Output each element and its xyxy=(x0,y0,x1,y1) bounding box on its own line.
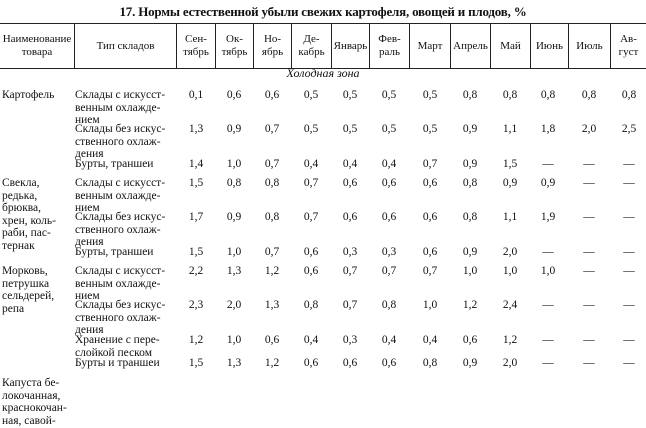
header-month: Май xyxy=(490,24,530,68)
loss-value: 0,6 xyxy=(422,246,438,258)
loss-value: 0,5 xyxy=(422,89,438,101)
loss-value: 0,9 xyxy=(502,177,518,189)
loss-value: 1,5 xyxy=(188,177,204,189)
loss-value: 0,4 xyxy=(381,158,397,170)
header-month: Но- ябрь xyxy=(253,24,291,68)
storage-type: Склады без искус- ственного охлаж- дения xyxy=(75,211,166,248)
loss-value: 1,0 xyxy=(422,299,438,311)
loss-value: — xyxy=(583,357,595,369)
loss-value: 0,8 xyxy=(462,89,478,101)
loss-value: 1,3 xyxy=(264,299,280,311)
loss-value: 0,6 xyxy=(462,334,478,346)
header-month: Ок- тябрь xyxy=(215,24,253,68)
loss-value: 2,0 xyxy=(581,123,597,135)
loss-value: 0,7 xyxy=(422,158,438,170)
loss-value: 0,6 xyxy=(342,177,358,189)
loss-value: 2,0 xyxy=(502,357,518,369)
loss-value: 0,9 xyxy=(540,177,556,189)
loss-value: 0,9 xyxy=(226,123,242,135)
loss-value: 0,9 xyxy=(462,357,478,369)
loss-value: 1,1 xyxy=(502,211,518,223)
loss-value: 1,0 xyxy=(540,265,556,277)
loss-value: 0,3 xyxy=(342,334,358,346)
loss-value: 0,6 xyxy=(303,265,319,277)
loss-value: — xyxy=(623,334,635,346)
product-name: Морковь, петрушка сельдерей, репа xyxy=(2,265,55,315)
storage-type: Хранение с пере- слойкой песком xyxy=(75,334,160,359)
loss-value: 0,3 xyxy=(381,246,397,258)
loss-value: 0,8 xyxy=(540,89,556,101)
loss-value: 0,6 xyxy=(381,357,397,369)
loss-value: 0,6 xyxy=(381,177,397,189)
loss-value: 1,0 xyxy=(226,246,242,258)
table-title: 17. Нормы естественной убыли свежих картофеля, овощей и плодов, % xyxy=(119,4,527,19)
header-month: Сен- тябрь xyxy=(176,24,215,68)
loss-value: — xyxy=(623,265,635,277)
loss-value: — xyxy=(623,158,635,170)
loss-value: 1,2 xyxy=(502,334,518,346)
loss-value: — xyxy=(583,334,595,346)
loss-value: 1,8 xyxy=(540,123,556,135)
loss-value: 1,4 xyxy=(188,158,204,170)
zone-label: Холодная зона xyxy=(286,66,360,80)
loss-value: 0,8 xyxy=(264,177,280,189)
storage-type: Бурты, траншеи xyxy=(75,158,154,170)
loss-value: 0,9 xyxy=(462,123,478,135)
storage-type: Склады с искусст- венным охлажде- нием xyxy=(75,177,166,214)
storage-type: Склады с искусст- венным охлажде- нием xyxy=(75,265,166,302)
loss-value: 0,6 xyxy=(342,211,358,223)
loss-value: — xyxy=(583,158,595,170)
loss-value: 2,2 xyxy=(188,265,204,277)
storage-type: Бурты и траншеи xyxy=(75,357,160,369)
loss-value: 0,8 xyxy=(226,177,242,189)
loss-value: 0,6 xyxy=(422,211,438,223)
loss-value: 0,7 xyxy=(264,158,280,170)
loss-value: 1,3 xyxy=(188,123,204,135)
loss-value: 1,9 xyxy=(540,211,556,223)
loss-value: 0,8 xyxy=(621,89,637,101)
loss-value: 1,2 xyxy=(264,357,280,369)
loss-value: 0,6 xyxy=(381,211,397,223)
loss-value: — xyxy=(583,211,595,223)
loss-value: 1,2 xyxy=(462,299,478,311)
storage-type: Склады без искус- ственного охлаж- дения xyxy=(75,123,166,160)
loss-value: 0,3 xyxy=(342,246,358,258)
loss-value: 0,8 xyxy=(462,211,478,223)
loss-value: 0,7 xyxy=(342,265,358,277)
loss-value: 0,7 xyxy=(342,299,358,311)
storage-type: Бурты, траншеи xyxy=(75,246,154,258)
loss-value: 0,5 xyxy=(381,89,397,101)
loss-value: 1,3 xyxy=(226,357,242,369)
loss-value: 0,8 xyxy=(581,89,597,101)
product-name: Капуста бе- локочанная, краснокочан- ная, савой- xyxy=(2,377,67,427)
loss-value: 0,8 xyxy=(422,357,438,369)
header-product: Наименование товара xyxy=(2,33,72,58)
loss-value: 0,7 xyxy=(264,246,280,258)
loss-value: 1,7 xyxy=(188,211,204,223)
loss-value: — xyxy=(583,299,595,311)
loss-value: 0,8 xyxy=(462,177,478,189)
loss-value: 0,5 xyxy=(381,123,397,135)
header-month: Фев- раль xyxy=(369,24,409,68)
loss-value: 1,0 xyxy=(502,265,518,277)
header-month: Апрель xyxy=(450,24,490,68)
header-month: Март xyxy=(409,24,450,68)
loss-value: 0,5 xyxy=(303,123,319,135)
header-month: Де- кабрь xyxy=(291,24,331,68)
loss-value: 0,5 xyxy=(422,123,438,135)
loss-value: 0,9 xyxy=(226,211,242,223)
loss-value: 0,5 xyxy=(342,123,358,135)
loss-value: 0,7 xyxy=(264,123,280,135)
header-month: Июль xyxy=(568,24,610,68)
loss-value: 0,4 xyxy=(303,334,319,346)
loss-value: 0,7 xyxy=(303,177,319,189)
loss-value: 0,9 xyxy=(462,246,478,258)
loss-value: — xyxy=(623,211,635,223)
loss-value: 0,6 xyxy=(303,246,319,258)
loss-value: 1,2 xyxy=(188,334,204,346)
loss-value: 0,5 xyxy=(303,89,319,101)
loss-value: — xyxy=(623,357,635,369)
product-name: Свекла, редька, брюква, хрен, коль- раби, пас- тернак xyxy=(2,177,56,252)
loss-value: 0,4 xyxy=(303,158,319,170)
loss-value: 0,8 xyxy=(303,299,319,311)
product-name: Картофель xyxy=(2,89,55,101)
header-month: Январь xyxy=(331,24,369,68)
loss-value: — xyxy=(583,265,595,277)
header-month: Июнь xyxy=(530,24,568,68)
loss-value: 1,0 xyxy=(226,158,242,170)
loss-value: 2,5 xyxy=(621,123,637,135)
loss-value: — xyxy=(542,299,554,311)
loss-value: 0,6 xyxy=(422,177,438,189)
loss-value: 2,0 xyxy=(502,246,518,258)
storage-type: Склады с искусст- венным охлажде- нием xyxy=(75,89,166,126)
loss-value: 0,8 xyxy=(502,89,518,101)
loss-value: 0,8 xyxy=(381,299,397,311)
loss-value: — xyxy=(623,177,635,189)
loss-value: — xyxy=(623,246,635,258)
loss-value: — xyxy=(623,299,635,311)
loss-value: — xyxy=(583,177,595,189)
loss-value: 2,0 xyxy=(226,299,242,311)
header-storage: Тип складов xyxy=(74,24,176,68)
loss-value: 1,2 xyxy=(264,265,280,277)
loss-value: — xyxy=(542,357,554,369)
loss-value: 0,7 xyxy=(303,211,319,223)
loss-value: 1,5 xyxy=(188,357,204,369)
loss-value: 0,7 xyxy=(381,265,397,277)
loss-value: 2,3 xyxy=(188,299,204,311)
loss-value: 0,6 xyxy=(264,334,280,346)
loss-value: 0,8 xyxy=(264,211,280,223)
loss-value: — xyxy=(542,334,554,346)
loss-value: 0,5 xyxy=(342,89,358,101)
loss-value: — xyxy=(542,158,554,170)
loss-value: 1,0 xyxy=(462,265,478,277)
loss-value: 0,6 xyxy=(303,357,319,369)
loss-value: 0,6 xyxy=(226,89,242,101)
loss-value: — xyxy=(542,246,554,258)
loss-value: 0,6 xyxy=(264,89,280,101)
loss-value: — xyxy=(583,246,595,258)
loss-value: 0,1 xyxy=(188,89,204,101)
loss-value: 1,3 xyxy=(226,265,242,277)
loss-value: 0,4 xyxy=(342,158,358,170)
loss-value: 0,6 xyxy=(342,357,358,369)
loss-value: 1,5 xyxy=(188,246,204,258)
loss-value: 2,4 xyxy=(502,299,518,311)
loss-value: 0,4 xyxy=(422,334,438,346)
loss-value: 1,1 xyxy=(502,123,518,135)
loss-value: 0,4 xyxy=(381,334,397,346)
loss-value: 1,5 xyxy=(502,158,518,170)
loss-value: 1,0 xyxy=(226,334,242,346)
loss-value: 0,9 xyxy=(462,158,478,170)
loss-value: 0,7 xyxy=(422,265,438,277)
header-month: Ав- густ xyxy=(610,24,646,68)
storage-type: Склады без искус- ственного охлаж- дения xyxy=(75,299,166,336)
